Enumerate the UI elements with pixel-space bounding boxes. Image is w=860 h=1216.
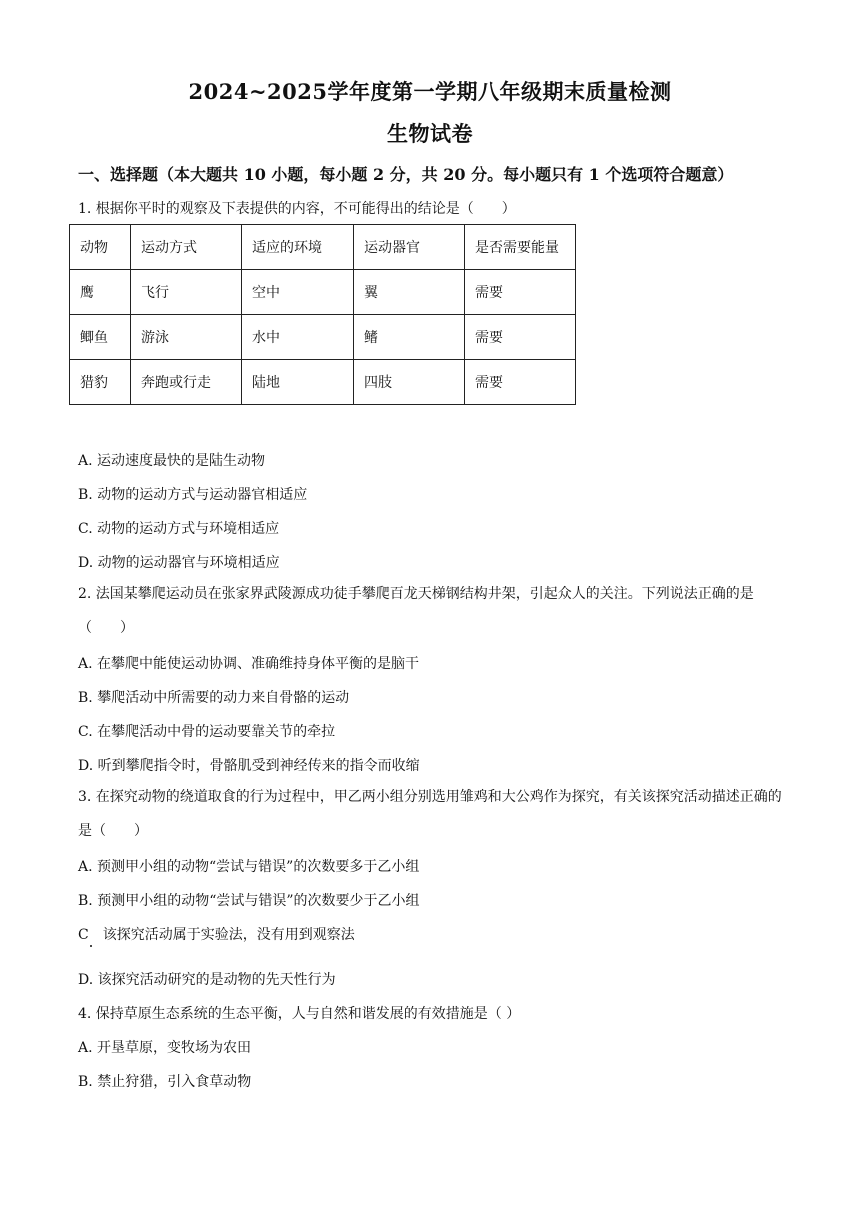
table-row: [70, 315, 576, 360]
question-4-option-a: A. 开垦草原，变牧场为农田: [78, 1040, 252, 1056]
exam-title: 2024~2025学年度第一学期八年级期末质量检测: [188, 79, 672, 104]
exam-subtitle: 生物试卷: [387, 121, 473, 146]
table-header-row: [70, 225, 576, 270]
table-cell: 奔跑或行走: [131, 360, 242, 405]
table-cell: 鳍: [354, 315, 465, 360]
table-cell: 飞行: [131, 270, 242, 315]
question-3-option-c: C 该探究活动属于实验法，没有用到观察法: [78, 927, 355, 943]
question-1-option-c: C. 动物的运动方式与环境相适应: [78, 521, 280, 537]
table-cell: 四肢: [354, 360, 465, 405]
table-header-cell: 动物: [70, 225, 131, 270]
question-4-stem: 4. 保持草原生态系统的生态平衡，人与自然和谐发展的有效措施是（ ）: [78, 1006, 521, 1022]
question-1-option-b: B. 动物的运动方式与运动器官相适应: [78, 487, 308, 503]
table-header-cell: 是否需要能量: [465, 225, 576, 270]
table-cell: 空中: [242, 270, 354, 315]
question-1-option-d: D. 动物的运动器官与环境相适应: [78, 555, 280, 571]
table-cell: 翼: [354, 270, 465, 315]
table-row: [70, 270, 576, 315]
table-row: [70, 360, 576, 405]
table-header-cell: 适应的环境: [242, 225, 354, 270]
question-2-option-a: A. 在攀爬中能使运动协调、准确维持身体平衡的是脑干: [78, 656, 420, 672]
table-header-cell: 运动方式: [131, 225, 242, 270]
question-3-option-d: D. 该探究活动研究的是动物的先天性行为: [78, 972, 336, 988]
section-heading: 一、选择题（本大题共 10 小题，每小题 2 分，共 20 分。每小题只有 1 个选项符合题意）: [78, 165, 734, 184]
question-4-option-b: B. 禁止狩猎，引入食草动物: [78, 1074, 252, 1090]
table-cell: 鲫鱼: [70, 315, 131, 360]
question-2-option-c: C. 在攀爬活动中骨的运动要靠关节的牵拉: [78, 724, 336, 740]
question-3-option-a: A. 预测甲小组的动物“尝试与错误”的次数要多于乙小组: [78, 859, 420, 875]
question-1-option-a: A. 运动速度最快的是陆生动物: [78, 453, 266, 469]
question-2-option-d: D. 听到攀爬指令时，骨骼肌受到神经传来的指令而收缩: [78, 758, 420, 774]
question-2-stem: 2. 法国某攀爬运动员在张家界武陵源成功徒手攀爬百龙天梯钢结构井架，引起众人的关注。下列说法正确的是（ ）: [78, 586, 754, 636]
table-cell: 需要: [465, 270, 576, 315]
table-cell: 需要: [465, 315, 576, 360]
question-1-stem: 1. 根据你平时的观察及下表提供的内容，不可能得出的结论是（ ）: [78, 201, 516, 217]
table-cell: 猎豹: [70, 360, 131, 405]
table-cell: 水中: [242, 315, 354, 360]
stray-dot-mark: [90, 945, 92, 947]
table-cell: 陆地: [242, 360, 354, 405]
table-cell: 游泳: [131, 315, 242, 360]
table-header-cell: 运动器官: [354, 225, 465, 270]
question-2-option-b: B. 攀爬活动中所需要的动力来自骨骼的运动: [78, 690, 350, 706]
question-3-option-b: B. 预测甲小组的动物“尝试与错误”的次数要少于乙小组: [78, 893, 420, 909]
question-1-table: [69, 224, 576, 405]
table-cell: 需要: [465, 360, 576, 405]
question-3-stem: 3. 在探究动物的绕道取食的行为过程中，甲乙两小组分别选用雏鸡和大公鸡作为探究，有关该探究活动描述正确的是（ ）: [78, 789, 782, 839]
table-cell: 鹰: [70, 270, 131, 315]
